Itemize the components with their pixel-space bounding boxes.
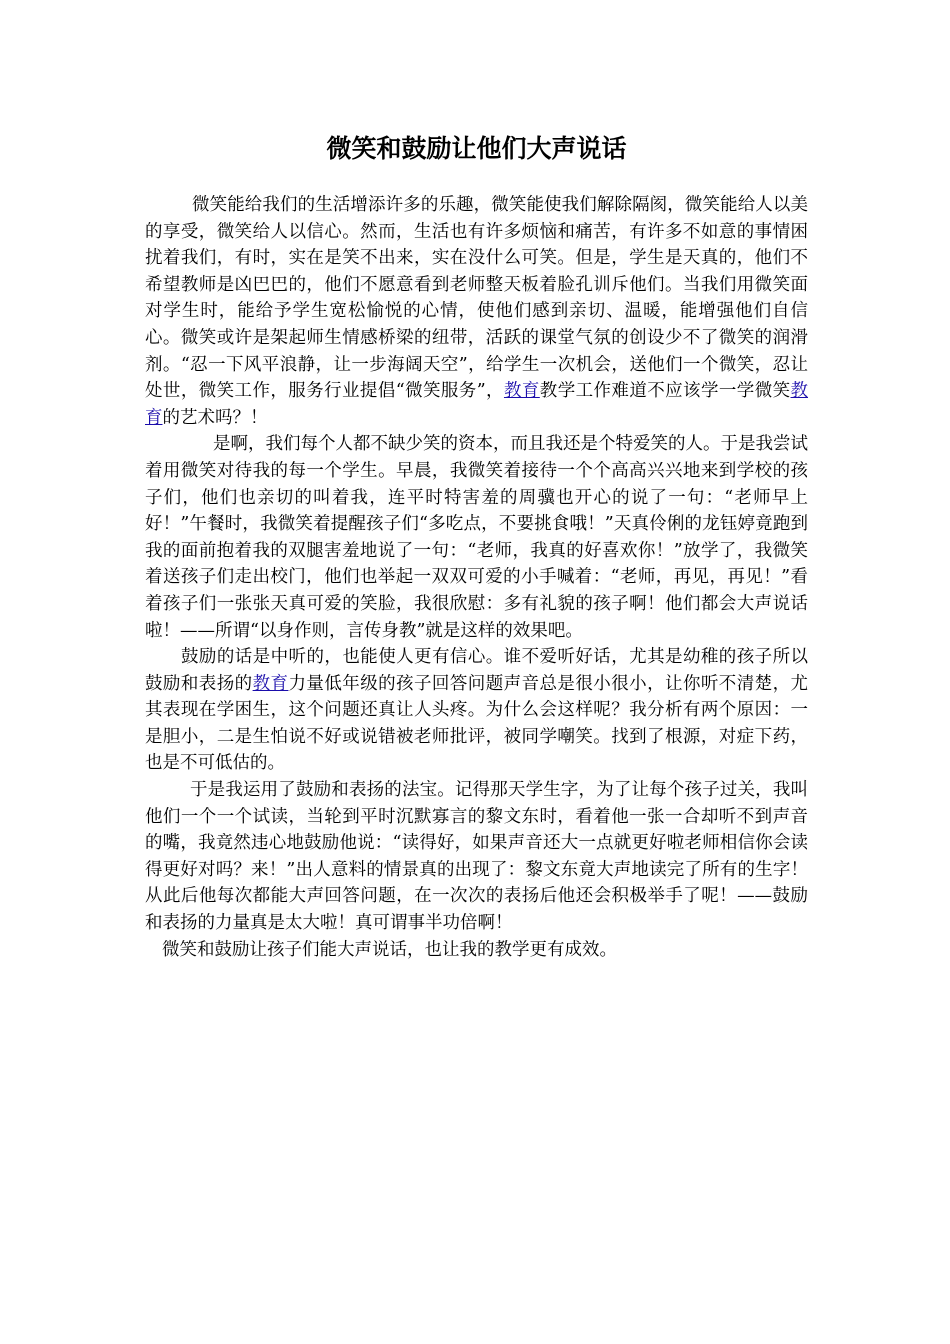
paragraph-5: 微笑和鼓励让孩子们能大声说话，也让我的教学更有成效。 [162, 939, 617, 960]
document-title: 微笑和鼓励让他们大声说话 [326, 134, 627, 163]
education-link-1[interactable]: 教育 [503, 381, 540, 402]
education-link-2[interactable]: 教育 [145, 381, 809, 428]
education-link-3[interactable]: 教育 [252, 673, 289, 694]
document-page [145, 118, 808, 963]
paragraph-3-text-b: 力量低年级的孩子回答问题声音总是很小很小，让你听不清楚，尤其表现在学困生，这个问题还真让人头疼。为什么会这样呢？我分析有两个原因：一是胆小，二是生怕说不好或说错被老师批评，被同学嘲笑。找到了根源，对症下药，也是不可低估的。 [145, 673, 809, 774]
paragraph-2: 是啊，我们每个人都不缺少笑的资本，而且我还是个特爱笑的人。于是我尝试着用微笑对待我的每一个学生。早晨，我微笑着接待一个个高高兴兴地来到学校的孩子们，他们也亲切的叫着我，连平时特害羞的周骥也开心的说了一句：“老师早上好！”午餐时，我微笑着提醒孩子们“多吃点，不要挑食哦！”天真伶俐的龙钰婷竟跑到我的面前抱着我的双腿害羞地说了一句：“老师，我真的好喜欢你！”放学了，我微笑着送孩子们走出校门，他们也举起一双双可爱的小手喊着：“老师，再见，再见！”看着孩子们一张张天真可爱的笑脸，我很欣慰：多有礼貌的孩子啊！他们都会大声说话啦！——所谓“以身作则，言传身教”就是这样的效果吧。 [145, 434, 808, 641]
paragraph-3-text-a: 鼓励的话是中听的，也能使人更有信心。谁不爱听好话，尤其是幼稚的孩子所以鼓励和表扬的 [145, 647, 808, 694]
paragraph-1-text-a: 微笑能给我们的生活增添许多的乐趣，微笑能使我们解除隔阂，微笑能给人以美的享受，微笑给人以信心。然而，生活也有许多烦恼和痛苦，有许多不如意的事情困扰着我们，有时，实在是笑不出来，实在没什么可笑。但是，学生是天真的，他们不希望教师是凶巴巴的，他们不愿意看到老师整天板着脸孔训斥他们。当我们用微笑面对学生时，能给予学生宽松愉悦的心情，使他们感到亲切、温暖，能增强他们自信心。微笑或许是架起师生情感桥梁的纽带，活跃的课堂气氛的创设少不了微笑的润滑剂。“忍一下风平浪静，让一步海阔天空”，给学生一次机会，送他们一个微笑，忍让处世，微笑工作，服务行业提倡“微笑服务”， [145, 195, 808, 402]
paragraph-1-text-c: 的艺术吗？！ [162, 407, 268, 428]
paragraph-1-text-b: 教学工作难道不应该学一学微笑 [539, 381, 791, 402]
paragraph-4: 于是我运用了鼓励和表扬的法宝。记得那天学生字，为了让每个孩子过关，我叫他们一个一个试读，当轮到平时沉默寡言的黎文东时，看着他一张一合却听不到声音的嘴，我竟然违心地鼓励他说：“读得好，如果声音还大一点就更好啦老师相信你会读得更好对吗？来！”出人意料的情景真的出现了：黎文东竟大声地读完了所有的生字！从此后他每次都能大声回答问题，在一次次的表扬后他还会积极举手了呢！——鼓励和表扬的力量真是太大啦！真可谓事半功倍啊！ [145, 780, 808, 934]
paragraph-3 [145, 644, 808, 777]
paragraph-1 [145, 192, 808, 431]
